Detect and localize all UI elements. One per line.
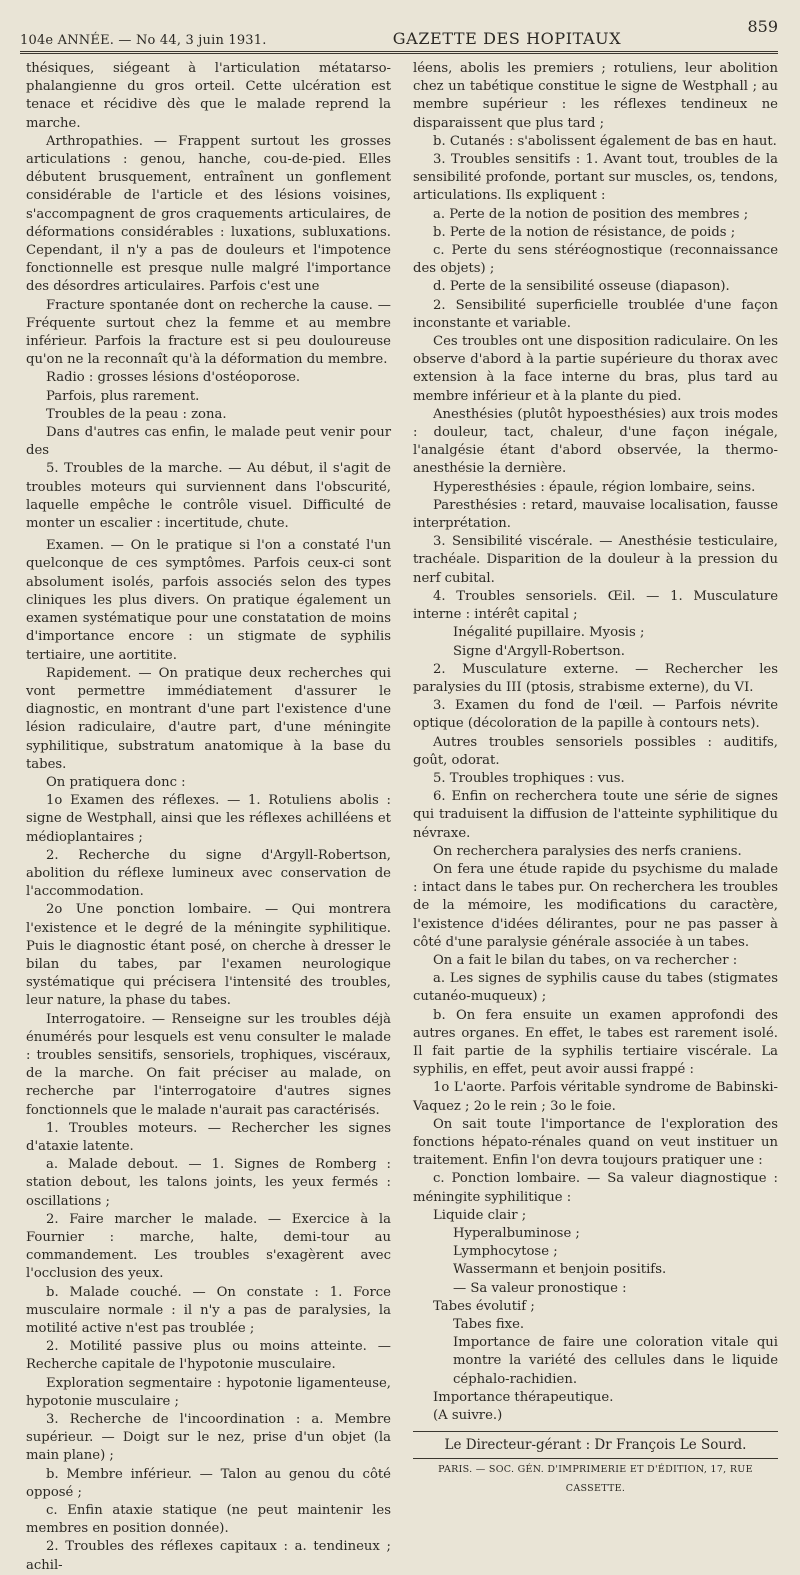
right-paragraph: 6. Enfin on recherchera toute une série de signes qui traduisent la diffusion de l'atteinte syphilitique du névraxe. [413,789,778,841]
left-paragraph: b. Malade couché. — On constate : 1. Force musculaire normale : il n'y a pas de paralysies, la motilité active n'est pas troublée ; [26,1284,391,1337]
right-paragraph: Autres troubles sensoriels possibles : auditifs, goût, odorat. [413,734,778,768]
right-paragraph: Importance thérapeutique. [433,1389,614,1405]
left-paragraph: 2. Troubles des réflexes capitaux : a. tendineux ; achil- [26,1539,391,1573]
right-paragraph: 3. Troubles sensitifs : 1. Avant tout, troubles de la sensibilité profonde, portant sur muscles, os, tendons, articulations. Ils expliquent : [413,152,778,204]
footer-rule [413,1431,778,1432]
left-paragraph: 2. Faire marcher le malade. — Exercice à la Fournier : marche, halte, demi-tour au commandement. Les troubles s'exagèrent avec l'occlusion des yeux. [26,1211,391,1282]
right-paragraph: 4. Troubles sensoriels. Œil. — 1. Musculature interne : intérêt capital ; [413,588,778,623]
right-paragraph: Anesthésies (plutôt hypoesthésies) aux trois modes : douleur, tact, chaleur, d'une façon inégale, l'analgésie étant d'abord observée, la thermo-anesthésie la dernière. [413,406,778,477]
left-paragraph: Arthropathies. — Frappent surtout les grosses articulations : genou, hanche, cou-de-pied. Elles débutent brusquement, entraînent un gonflement considérable de l'article et des lésions voisines, s'accompagnent de gros craquements articulaires, de déformations considérables : luxations, subluxations. Cependant, il n'y a pas de douleurs et l'impotence fonctionnelle est presque nulle malgré l'importance des désordres articulaires. Parfois c'est une [26,133,391,295]
left-paragraph: Examen. — On le pratique si l'on a constaté l'un quelconque de ces symptômes. Parfois ceux-ci sont absolument isolés, parfois associés selon des types cliniques les plus divers. On pratique également un examen systématique pour une constatation de moins d'importance encore : un stigmate de syphilis tertiaire, une aortitite. [26,538,391,663]
right-paragraph: Lymphocytose ; [453,1244,558,1260]
left-paragraph: On pratiquera donc : [46,774,186,790]
left-paragraph: Fracture spontanée dont on recherche la cause. — Fréquente surtout chez la femme et au membre inférieur. Parfois la fracture est si peu douloureuse qu'on ne la reconnaît qu'à la déformation du membre. [26,297,391,368]
right-paragraph: 1o L'aorte. Parfois véritable syndrome de Babinski-Vaquez ; 2o le rein ; 3o le foie. [413,1080,778,1114]
left-paragraph: Radio : grosses lésions d'ostéoporose. [46,370,301,386]
right-paragraph: d. Perte de la sensibilité osseuse (diapason). [433,279,730,295]
page-number: 859 [747,17,778,36]
right-paragraph: Hyperesthésies : épaule, région lombaire, seins. [433,479,756,495]
right-paragraph: 2. Sensibilité superficielle troublée d'une façon inconstante et variable. [413,297,778,331]
left-paragraph: Parfois, plus rarement. [46,388,200,404]
text-columns [26,60,778,1573]
right-paragraph: On recherchera paralysies des nerfs craniens. [433,843,742,859]
right-paragraph: — Sa valeur pronostique : [453,1280,627,1296]
left-paragraph: thésiques, siégeant à l'articulation métatarso-phalangienne du gros orteil. Cette ulcération est tenace et récidive dès que le malade reprend la marche. [26,61,391,131]
right-paragraph: Ces troubles ont une disposition radiculaire. On les observe d'abord à la partie supérieure du thorax avec extension à la face interne du bras, plus tard au membre inférieur et à la plante du pied. [413,334,778,404]
left-paragraph: 5. Troubles de la marche. — Au début, il s'agit de troubles moteurs qui surviennent dans l'obscurité, laquelle empêche le contrôle visuel. Difficulté de monter un escalier : incertitude, chute. [26,461,391,532]
right-paragraph: Liquide clair ; [433,1207,527,1223]
left-column [26,60,391,1573]
right-paragraph: 3. Examen du fond de l'œil. — Parfois névrite optique (décoloration de la papille à contours nets). [413,698,778,732]
left-paragraph: 2. Recherche du signe d'Argyll-Robertson, abolition du réflexe lumineux avec conservation de l'accommodation. [26,847,391,900]
left-paragraph: 1o Examen des réflexes. — 1. Rotuliens abolis : signe de Westphall, ainsi que les réflexes achilléens et médioplantaires ; [26,793,391,845]
right-paragraph: Paresthésies : retard, mauvaise localisation, fausse interprétation. [413,497,778,532]
right-paragraph: Wassermann et benjoin positifs. [453,1262,667,1278]
right-paragraph: b. On fera ensuite un examen approfondi des autres organes. En effet, le tabes est rarement isolé. Il fait partie de la syphilis tertiaire viscérale. La syphilis, en effet, peut avoir aussi frappé : [413,1007,778,1078]
left-paragraph: Interrogatoire. — Renseigne sur les troubles déjà énumérés pour lesquels est venu consulter le malade : troubles sensitifs, sensoriels, trophiques, viscéraux, de la marche. On fait préciser au malade, on recherche par l'interrogatoire d'autres signes fonctionnels que le malade n'aurait pas caractérisés. [26,1011,391,1118]
left-paragraph: Rapidement. — On pratique deux recherches qui vont permettre immédiatement d'assurer le diagnostic, en montrant d'une part l'existence d'une lésion radiculaire, d'autre part, d'une méningite syphilitique, substratum anatomique à la base du tabes. [26,665,391,772]
left-paragraph: 3. Recherche de l'incoordination : a. Membre supérieur. — Doigt sur le nez, prise d'un objet (la main plane) ; [26,1412,391,1464]
right-paragraph: c. Perte du sens stéréognostique (reconnaissance des objets) ; [413,243,778,277]
left-paragraph: 2o Une ponction lombaire. — Qui montrera l'existence et le degré de la méningite syphilitique. Puis le diagnostic étant posé, on cherche à dresser le bilan du tabes, par l'examen neurologique systématique qui précisera l'intensité des troubles, leur nature, la phase du tabes. [26,902,391,1009]
left-paragraph: b. Membre inférieur. — Talon au genou du côté opposé ; [26,1466,391,1500]
right-column [413,60,778,1494]
right-paragraph: 2. Musculature externe. — Rechercher les paralysies du III (ptosis, strabisme externe), du VI. [413,661,778,695]
right-paragraph: b. Cutanés : s'abolissent également de bas en haut. [433,133,777,149]
left-paragraph: Troubles de la peau : zona. [46,406,227,422]
issue-line: 104e ANNÉE. — No 44, 3 juin 1931. [20,33,267,48]
journal-title: GAZETTE DES HOPITAUX [392,29,622,48]
right-paragraph: a. Perte de la notion de position des membres ; [433,206,749,222]
page-header [20,14,778,54]
right-paragraph: léens, abolis les premiers ; rotuliens, leur abolition chez un tabétique constitue le signe de Westphall ; au membre supérieur : les réflexes tendineux ne disparaissent que plus tard ; [413,61,778,131]
right-paragraph: c. Ponction lombaire. — Sa valeur diagnostique : méningite syphilitique : [413,1171,778,1205]
right-paragraph: Hyperalbuminose ; [453,1226,580,1241]
right-paragraph: Inégalité pupillaire. Myosis ; [453,625,645,641]
left-paragraph: 1. Troubles moteurs. — Rechercher les signes d'ataxie latente. [26,1120,391,1154]
right-paragraph: On fera une étude rapide du psychisme du malade : intact dans le tabes pur. On recherchera les troubles de la mémoire, les modifications du caractère, l'existence d'idées délirantes, pour ne pas passer à côté d'une paralysie générale associée à un tabes. [413,861,778,950]
right-paragraph: Tabes évolutif ; [433,1298,535,1314]
imprint-line: PARIS. — SOC. GÉN. D'IMPRIMERIE ET D'ÉDITION, 17, RUE CASSETTE. [413,1458,778,1497]
left-paragraph: c. Enfin ataxie statique (ne peut maintenir les membres en position donnée). [26,1503,391,1537]
right-column-body [413,60,778,1425]
left-paragraph: Dans d'autres cas enfin, le malade peut venir pour des [26,425,391,459]
right-paragraph: 5. Troubles trophiques : vus. [433,770,625,786]
right-paragraph: On a fait le bilan du tabes, on va rechercher : [433,952,738,968]
right-paragraph: On sait toute l'importance de l'exploration des fonctions hépato-rénales quand on veut instituer un traitement. Enfin l'on devra toujours pratiquer une : [413,1116,778,1169]
left-paragraph: Exploration segmentaire : hypotonie ligamenteuse, hypotonie musculaire ; [26,1375,391,1409]
right-paragraph: a. Les signes de syphilis cause du tabes (stigmates cutanéo-muqueux) ; [413,971,778,1005]
left-paragraph: a. Malade debout. — 1. Signes de Romberg : station debout, les talons joints, les yeux fermés : oscillations ; [26,1157,391,1209]
right-paragraph: 3. Sensibilité viscérale. — Anesthésie testiculaire, trachéale. Disparition de la douleur à la pression du nerf cubital. [413,534,778,586]
right-paragraph: Tabes fixe. [453,1317,525,1333]
right-paragraph: (A suivre.) [433,1408,503,1424]
right-paragraph: Importance de faire une coloration vitale qui montre la variété des cellules dans le liquide céphalo-rachidien. [453,1335,778,1387]
director-line: Le Directeur-gérant : Dr François Le Sourd. [444,1437,747,1454]
right-paragraph: b. Perte de la notion de résistance, de poids ; [433,224,736,240]
right-paragraph: Signe d'Argyll-Robertson. [453,643,625,659]
left-paragraph: 2. Motilité passive plus ou moins atteinte. — Recherche capitale de l'hypotonie musculaire. [26,1339,391,1373]
